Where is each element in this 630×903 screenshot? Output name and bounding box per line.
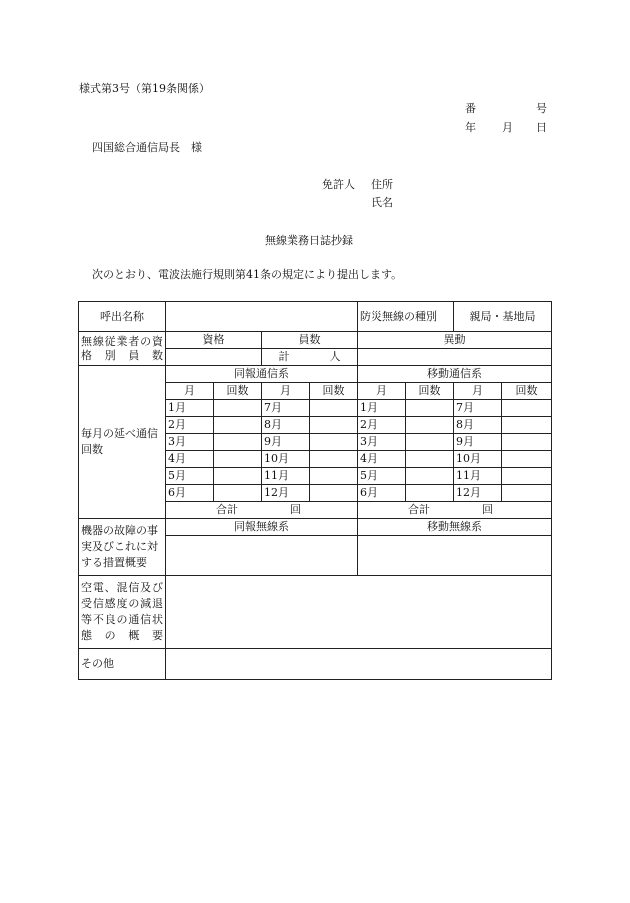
times-cell[interactable] xyxy=(310,451,358,468)
times-cell[interactable] xyxy=(310,434,358,451)
call-sign-value[interactable] xyxy=(166,302,358,332)
mobile-radio-header: 移動無線系 xyxy=(358,519,552,536)
month-label: 2月 xyxy=(358,417,406,434)
failure-label: 機器の故障の事実及びこれに対する措置概要 xyxy=(79,519,166,576)
mobile-comm-header: 移動通信系 xyxy=(358,366,552,383)
month-label: 12月 xyxy=(262,485,310,502)
month-col-header: 月 xyxy=(454,383,502,400)
month-label: 6月 xyxy=(358,485,406,502)
month-label: 8月 xyxy=(454,417,502,434)
month-label: 7月 xyxy=(262,400,310,417)
times-col-header: 回数 xyxy=(502,383,552,400)
licensee-label: 免許人 xyxy=(322,178,355,191)
month-label: 9月 xyxy=(262,434,310,451)
mobile-failure-cell[interactable] xyxy=(358,536,552,576)
comm-system-header-row xyxy=(79,366,552,383)
month-label: 5月 xyxy=(358,468,406,485)
times-cell[interactable] xyxy=(406,468,454,485)
month-label: 2月 xyxy=(166,417,214,434)
month-label: 3月 xyxy=(166,434,214,451)
times-cell[interactable] xyxy=(214,485,262,502)
times-cell[interactable] xyxy=(406,417,454,434)
monthly-comm-label: 毎月の延べ通信回数 xyxy=(79,366,166,519)
name-label: 氏名 xyxy=(371,196,393,209)
times-cell[interactable] xyxy=(214,417,262,434)
month-label: 12月 xyxy=(454,485,502,502)
month-label: 9月 xyxy=(454,434,502,451)
month-label: 3月 xyxy=(358,434,406,451)
times-cell[interactable] xyxy=(406,451,454,468)
failure-header-row xyxy=(79,519,552,536)
times-cell[interactable] xyxy=(502,468,552,485)
submission-statement: 次のとおり、電波法施行規則第41条の規定により提出します。 xyxy=(92,268,403,281)
times-col-header: 回数 xyxy=(310,383,358,400)
addressee: 四国総合通信局長 様 xyxy=(92,141,202,154)
logbook-form-table xyxy=(78,301,552,680)
call-sign-label: 呼出名称 xyxy=(79,302,166,332)
count-header: 員数 xyxy=(262,332,358,349)
month-label: 8月 xyxy=(262,417,310,434)
times-cell[interactable] xyxy=(214,434,262,451)
interference-row xyxy=(79,576,552,649)
day-label: 日 xyxy=(536,121,547,134)
total-kei: 計 xyxy=(278,350,290,363)
times-cell[interactable] xyxy=(214,451,262,468)
times-cell[interactable] xyxy=(502,400,552,417)
broadcast-comm-header: 同報通信系 xyxy=(166,366,358,383)
number-suffix: 号 xyxy=(536,102,547,115)
times-col-header: 回数 xyxy=(214,383,262,400)
month-label: 1月 xyxy=(358,400,406,417)
qualification-header: 資格 xyxy=(166,332,262,349)
month-label: 7月 xyxy=(454,400,502,417)
station-type-value: 親局・基地局 xyxy=(454,302,552,332)
times-cell[interactable] xyxy=(502,485,552,502)
other-label: その他 xyxy=(79,649,166,680)
month-label: 10月 xyxy=(454,451,502,468)
year-label: 年 xyxy=(465,121,476,134)
broadcast-radio-header: 同報無線系 xyxy=(166,519,358,536)
month-col-header: 月 xyxy=(166,383,214,400)
times-cell[interactable] xyxy=(310,485,358,502)
times-col-header: 回数 xyxy=(406,383,454,400)
month-label: 11月 xyxy=(262,468,310,485)
interference-label: 空電、混信及び受信感度の減退等不良の通信状態の概要 xyxy=(79,576,166,649)
sum-label: 合計 xyxy=(408,503,430,516)
broadcast-failure-cell[interactable] xyxy=(166,536,358,576)
staff-header-row xyxy=(79,332,552,349)
broadcast-sum-cell[interactable] xyxy=(166,502,358,519)
month-label: 5月 xyxy=(166,468,214,485)
call-sign-row xyxy=(79,302,552,332)
number-label: 番 xyxy=(465,102,476,115)
other-row xyxy=(79,649,552,680)
month-col-header: 月 xyxy=(358,383,406,400)
form-number: 様式第3号（第19条関係） xyxy=(79,82,210,95)
staff-total-cell[interactable] xyxy=(262,349,358,366)
changes-header: 異動 xyxy=(358,332,552,349)
interference-cell[interactable] xyxy=(166,576,552,649)
times-cell[interactable] xyxy=(502,451,552,468)
times-cell[interactable] xyxy=(406,400,454,417)
document-title: 無線業務日誌抄録 xyxy=(265,234,353,247)
times-cell[interactable] xyxy=(406,434,454,451)
times-cell[interactable] xyxy=(214,468,262,485)
qualification-cell[interactable] xyxy=(166,349,262,366)
times-cell[interactable] xyxy=(310,468,358,485)
month-label: 11月 xyxy=(454,468,502,485)
month-label: 10月 xyxy=(262,451,310,468)
mobile-sum-cell[interactable] xyxy=(358,502,552,519)
changes-cell[interactable] xyxy=(358,349,552,366)
times-cell[interactable] xyxy=(502,434,552,451)
total-nin: 人 xyxy=(329,350,341,363)
times-unit: 回 xyxy=(482,503,493,516)
staff-label: 無線従業者の資格別員数 xyxy=(79,332,166,366)
times-cell[interactable] xyxy=(214,400,262,417)
station-type-label: 防災無線の種別 xyxy=(358,302,454,332)
times-cell[interactable] xyxy=(310,417,358,434)
address-label: 住所 xyxy=(371,178,393,191)
times-cell[interactable] xyxy=(310,400,358,417)
other-cell[interactable] xyxy=(166,649,552,680)
month-label: 6月 xyxy=(166,485,214,502)
month-label: 4月 xyxy=(166,451,214,468)
month-label: 4月 xyxy=(358,451,406,468)
times-unit: 回 xyxy=(290,503,301,516)
month-col-header: 月 xyxy=(262,383,310,400)
times-cell[interactable] xyxy=(406,485,454,502)
times-cell[interactable] xyxy=(502,417,552,434)
month-label: 1月 xyxy=(166,400,214,417)
sum-label: 合計 xyxy=(216,503,238,516)
month-label: 月 xyxy=(502,121,513,134)
